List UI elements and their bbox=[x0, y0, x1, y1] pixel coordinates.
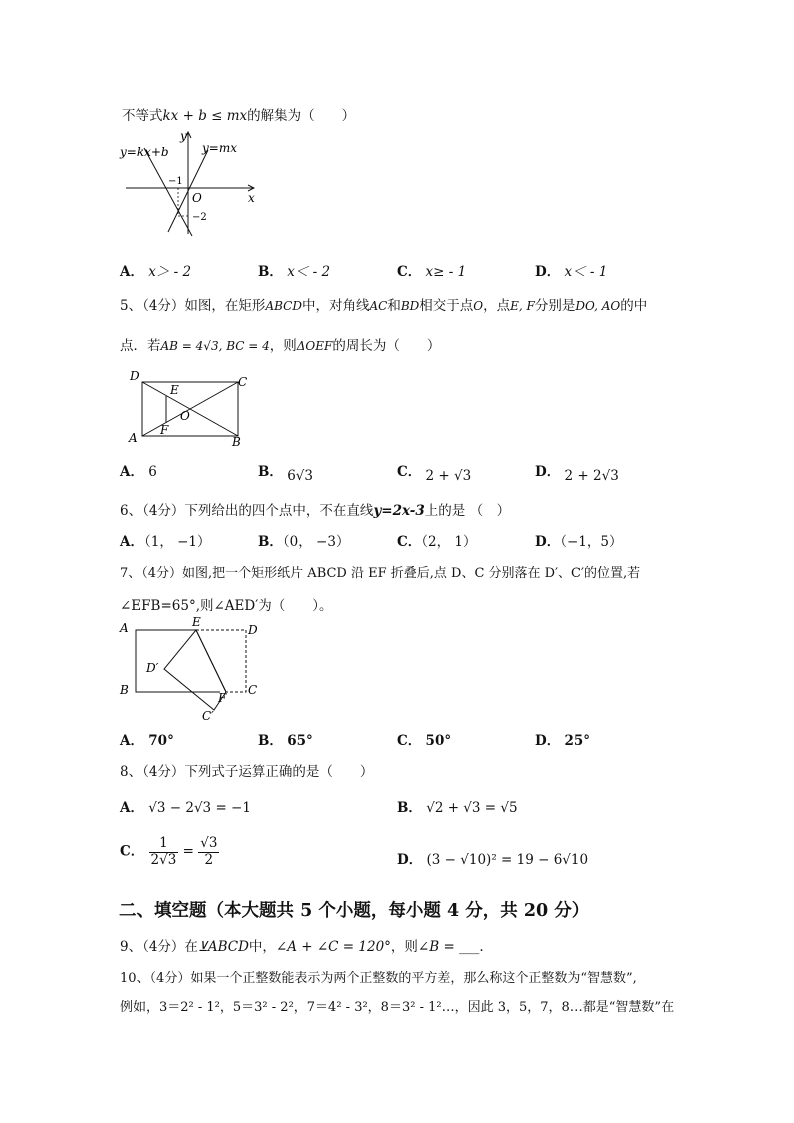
q5-t9: 的周长为（ ） bbox=[332, 338, 441, 354]
option-text: √2 + √3 = √5 bbox=[426, 800, 518, 816]
q4-stem bbox=[122, 104, 355, 124]
axis-y-label: y bbox=[180, 129, 187, 143]
q5-stem-line2 bbox=[120, 334, 440, 354]
option-text: （0， −3） bbox=[282, 534, 350, 550]
q7-option-a[interactable] bbox=[120, 729, 174, 749]
label-a: A bbox=[129, 431, 138, 445]
option-text: 2 + √3 bbox=[425, 468, 472, 484]
q5-cond: AB = 4√3, BC = 4 bbox=[160, 339, 270, 353]
q7-stem-line1: 7、（4分）如图,把一个矩形纸片 ABCD 沿 EF 折叠后,点 D、C 分别落在 D′、C′的位置,若 bbox=[120, 566, 641, 581]
option-letter: A． bbox=[120, 464, 144, 480]
tick-x-label: −1 bbox=[168, 176, 183, 187]
q5-t6: 的中 bbox=[620, 298, 648, 314]
axis-x-label: x bbox=[248, 191, 255, 205]
q4-option-d[interactable] bbox=[535, 260, 607, 280]
q9-t1: 9、（4分）在 bbox=[120, 939, 198, 955]
q5-figure bbox=[126, 368, 256, 450]
q8-stem: 8、（4分）下列式子运算正确的是（ ） bbox=[120, 764, 374, 780]
option-letter: D． bbox=[397, 852, 423, 868]
option-text: (3 − √10)² = 19 − 6√10 bbox=[426, 852, 589, 868]
q5-t5: 分别是 bbox=[534, 298, 576, 314]
option-letter: A． bbox=[120, 800, 144, 816]
option-letter: B． bbox=[258, 733, 283, 749]
option-letter: C． bbox=[397, 534, 422, 550]
option-letter: C． bbox=[397, 464, 422, 480]
label-d-prime: D′ bbox=[146, 661, 159, 675]
folded-flap bbox=[164, 630, 226, 710]
label-o: O bbox=[180, 409, 190, 423]
q5-bd: BD bbox=[400, 299, 420, 313]
q6-option-a[interactable] bbox=[120, 530, 211, 550]
label-c-prime: C′ bbox=[202, 709, 214, 723]
section-title: 二、填空题（本大题共 5 个小题，每小题 4 分，共 20 分） bbox=[119, 901, 590, 921]
q5-t7: 点．若 bbox=[120, 338, 161, 354]
q4-option-b[interactable] bbox=[258, 260, 330, 280]
option-letter: D． bbox=[535, 733, 561, 749]
option-text: x＜ - 2 bbox=[287, 264, 331, 280]
q5-do-ao: DO, AO bbox=[575, 299, 621, 313]
label-c: C bbox=[248, 683, 258, 697]
q5-tri: ΔOEF bbox=[296, 339, 333, 353]
label-e: E bbox=[192, 615, 201, 629]
option-text: x＞ - 2 bbox=[148, 264, 192, 280]
option-text: （−1，5） bbox=[560, 534, 623, 550]
q7-figure bbox=[114, 614, 274, 726]
frac-num: 1 bbox=[149, 836, 179, 853]
option-text: （2， 1） bbox=[421, 534, 477, 550]
q5-option-a[interactable] bbox=[120, 460, 157, 480]
q9-ask: ∠B = bbox=[417, 939, 455, 955]
q4-option-c[interactable] bbox=[397, 260, 466, 280]
fraction-right bbox=[198, 836, 219, 868]
q5-and: 和 bbox=[387, 298, 401, 314]
q7-option-b[interactable] bbox=[258, 729, 313, 749]
option-letter: D． bbox=[535, 464, 561, 480]
option-letter: D． bbox=[535, 264, 561, 280]
q8-option-a[interactable] bbox=[120, 796, 251, 816]
label-a: A bbox=[120, 621, 129, 635]
q5-option-b[interactable] bbox=[258, 460, 313, 484]
option-letter: C． bbox=[397, 264, 422, 280]
q5-ef: E, F bbox=[510, 299, 535, 313]
q4-stem-expr: kx + b ≤ mx bbox=[162, 108, 248, 124]
q5-t1: 5、（4分）如图，在矩形 bbox=[120, 298, 266, 314]
q5-ac: AC bbox=[369, 299, 388, 313]
q6-option-b[interactable] bbox=[258, 530, 349, 550]
origin-label: O bbox=[192, 191, 202, 205]
q8-option-d[interactable] bbox=[397, 848, 588, 868]
option-text: x≥ - 1 bbox=[425, 264, 467, 280]
line-kx-b bbox=[144, 148, 192, 236]
q6-option-c[interactable] bbox=[397, 530, 476, 550]
q6-t1: 6、（4分）下列给出的四个点中，不在直线 bbox=[120, 503, 374, 519]
q5-t4: ，点 bbox=[483, 298, 511, 314]
q7-option-c[interactable] bbox=[397, 729, 451, 749]
q9-t3: ，则 bbox=[390, 939, 418, 955]
option-letter: C． bbox=[397, 733, 422, 749]
option-letter: B． bbox=[258, 464, 283, 480]
q7-stem-line2: ∠EFB=65°,则∠AED′为（ ）。 bbox=[120, 598, 333, 614]
option-letter: A． bbox=[120, 264, 144, 280]
option-text: 50° bbox=[425, 733, 452, 749]
fraction-left bbox=[149, 836, 179, 868]
option-letter: B． bbox=[258, 264, 283, 280]
equals: = bbox=[182, 843, 194, 860]
q5-abcd: ABCD bbox=[265, 299, 302, 313]
option-text: 6√3 bbox=[287, 468, 313, 484]
q5-o: O bbox=[473, 299, 484, 313]
option-text: √3 − 2√3 = −1 bbox=[148, 800, 251, 816]
q10-line1: 10、（4分）如果一个正整数能表示为两个正整数的平方差，那么称这个正整数为“智慧数”, bbox=[120, 971, 637, 986]
label-d: D bbox=[248, 623, 258, 637]
label-line1: y=kx+b bbox=[120, 145, 169, 159]
frac-den: 2 bbox=[204, 851, 214, 868]
q9-shape: ⊻ABCD bbox=[197, 939, 249, 955]
q6-option-d[interactable] bbox=[535, 530, 622, 550]
q4-option-a[interactable] bbox=[120, 260, 191, 280]
q9-t2: 中， bbox=[248, 939, 276, 955]
option-letter: B． bbox=[397, 800, 422, 816]
option-letter: C． bbox=[120, 843, 145, 860]
option-text: 65° bbox=[287, 733, 313, 749]
label-f: F bbox=[218, 691, 227, 705]
q5-t8: ，则 bbox=[269, 338, 297, 354]
q8-option-b[interactable] bbox=[397, 796, 518, 816]
label-line2: y=mx bbox=[202, 141, 237, 155]
q5-option-c[interactable] bbox=[397, 460, 472, 484]
option-letter: A． bbox=[120, 534, 144, 550]
q4-stem-a: 不等式 bbox=[122, 108, 163, 124]
tick-y-label: −2 bbox=[192, 212, 207, 223]
q9-end: . bbox=[479, 939, 484, 955]
q6-t2: 上的是 （ ） bbox=[424, 503, 511, 519]
label-b: B bbox=[232, 435, 241, 449]
q8-option-c[interactable] bbox=[120, 836, 219, 868]
option-letter: D． bbox=[535, 534, 561, 550]
option-text: x＜ - 1 bbox=[564, 264, 608, 280]
q5-option-d[interactable] bbox=[535, 460, 619, 484]
frac-den: 2√3 bbox=[150, 851, 177, 868]
option-text: 25° bbox=[564, 733, 591, 749]
q6-stem bbox=[120, 499, 510, 519]
option-letter: B． bbox=[258, 534, 283, 550]
q4-graph bbox=[112, 128, 272, 238]
label-e: E bbox=[170, 383, 179, 397]
option-text: 2 + 2√3 bbox=[564, 468, 619, 484]
answer-blank[interactable]: ___ bbox=[459, 939, 480, 955]
q10-line2: 例如，3＝2² - 1²，5＝3² - 2²，7＝4² - 3²，8＝3² - 1²…，因此 3，5，7，8…都是“智慧数”在 bbox=[120, 1000, 675, 1015]
frac-num: √3 bbox=[200, 835, 218, 851]
q5-stem-line1 bbox=[120, 294, 647, 314]
q9-stem bbox=[120, 935, 484, 955]
q5-t2: 中，对角线 bbox=[301, 298, 370, 314]
q7-option-d[interactable] bbox=[535, 729, 590, 749]
label-d: D bbox=[130, 369, 140, 383]
q5-t3: 相交于点 bbox=[419, 298, 474, 314]
option-text: 6 bbox=[148, 464, 157, 480]
option-letter: A． bbox=[120, 733, 144, 749]
label-c: C bbox=[238, 375, 248, 389]
label-f: F bbox=[160, 423, 169, 437]
q9-expr: ∠A + ∠C = 120° bbox=[275, 939, 391, 955]
q4-stem-b: 的解集为（ ） bbox=[247, 108, 356, 124]
option-text: 70° bbox=[148, 733, 174, 749]
q6-line: y=2x-3 bbox=[373, 503, 425, 519]
label-b: B bbox=[120, 683, 129, 697]
option-text: （1， −1） bbox=[143, 534, 211, 550]
